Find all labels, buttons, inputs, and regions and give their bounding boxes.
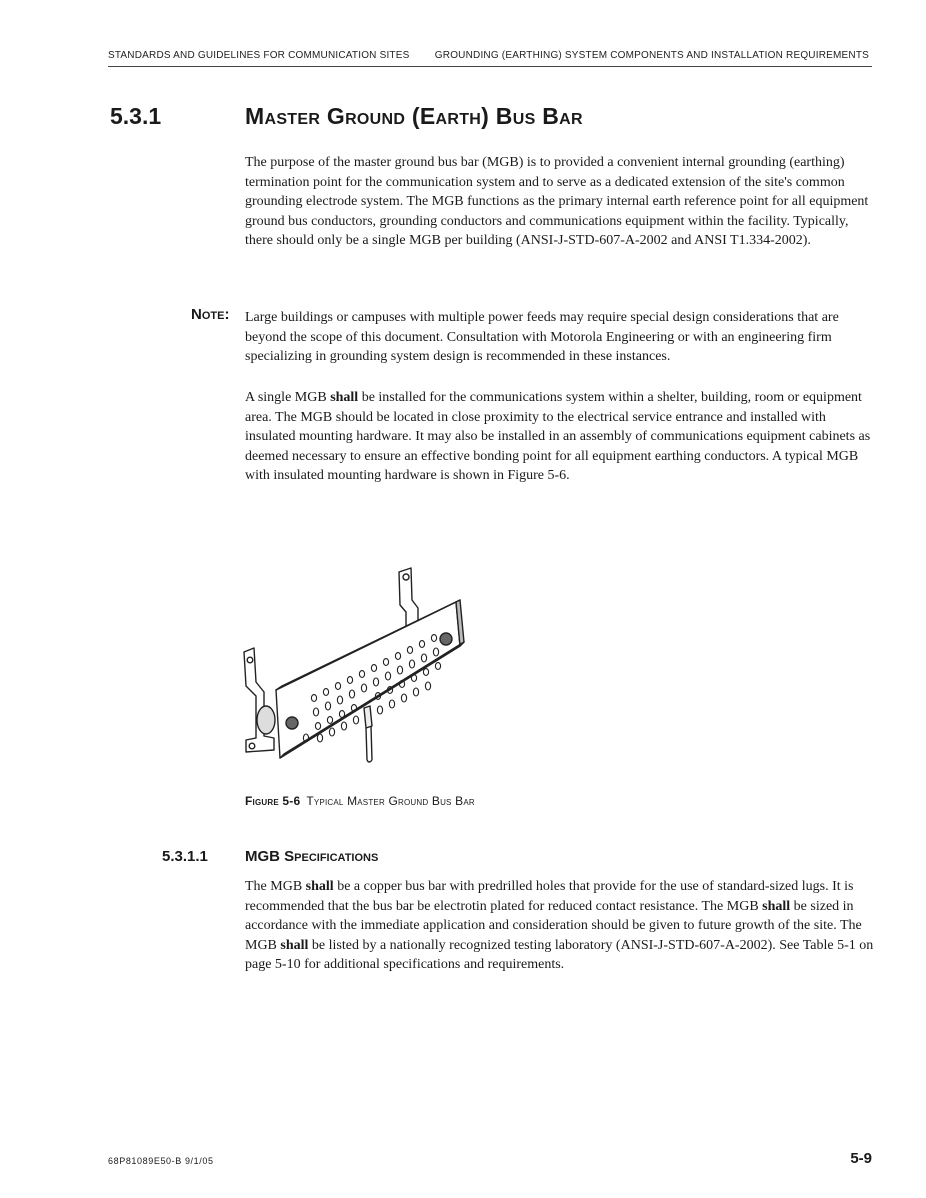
note-text: Large buildings or campuses with multiple power feeds may require special design considerations that are beyond the scope of this document. Consultation with Motorola Engineering or with an engineering firm specializing in grounding system design is recommended in these instances. xyxy=(245,310,839,364)
subsection-title: MGB Specifications xyxy=(245,848,379,865)
bracket-hole xyxy=(249,743,255,749)
figure-title: Typical Master Ground Bus Bar xyxy=(306,794,475,808)
figure-caption xyxy=(245,794,475,808)
header-rule xyxy=(108,66,872,67)
text-run: be listed by a nationally recognized testing laboratory (ANSI-J-STD-607-A-2002). See Table 5-1 on page 5-10 for additional specifications and requirements. xyxy=(245,937,874,972)
emphasis-shall: shall xyxy=(280,937,309,953)
document-id: 68P81089E50-B 9/1/05 xyxy=(108,1156,214,1166)
page-number: 5-9 xyxy=(850,1150,872,1167)
cable-end xyxy=(367,760,372,762)
section-number: 5.3.1 xyxy=(110,103,162,129)
figure-label: Figure 5-6 xyxy=(245,794,301,808)
text-run: A single MGB xyxy=(245,390,331,405)
text-run: The MGB xyxy=(245,879,306,894)
cable xyxy=(366,728,367,760)
bracket-hole xyxy=(247,657,253,663)
left-bracket xyxy=(244,648,274,752)
running-header-right: GROUNDING (EARTHING) SYSTEM COMPONENTS AND INSTALLATION REQUIREMENTS xyxy=(434,50,869,61)
mounting-bolt xyxy=(286,717,298,729)
bus-bar-illustration xyxy=(236,560,476,776)
text-run: be installed for the communications system within a shelter, building, room or equipment area. The MGB should be located in close proximity to the electrical service entrance and installed with insulated mounting hardware. It may also be installed in an assembly of communications equipment cabinets as deemed necessary to ensure an effective bonding point for all equipment earthing conductors. A typical MGB with insulated mounting hardware is shown in Figure 5-6. xyxy=(245,390,871,483)
paragraph-specifications xyxy=(245,877,875,975)
insulator xyxy=(257,706,275,734)
text-run: be a copper bus bar with predrilled holes that provide for the use of standard-sized lugs. It is recommended that the bus bar be electrotin plated for reduced contact resistance. The MGB xyxy=(245,879,854,914)
running-header-left: STANDARDS AND GUIDELINES FOR COMMUNICATION SITES xyxy=(108,50,410,61)
lug xyxy=(364,706,372,728)
mounting-bolt xyxy=(440,633,452,645)
bar-front-face xyxy=(276,602,460,758)
note-label: Note: xyxy=(191,306,230,323)
emphasis-shall: shall xyxy=(762,898,791,914)
paragraph-installation xyxy=(245,388,875,486)
text-run: be sized in accordance with the immediate application and consideration should be given to future growth of the site. The MGB xyxy=(245,898,862,953)
paragraph-purpose: The purpose of the master ground bus bar (MGB) is to provided a convenient internal grounding (earthing) termination point for the communication system and to serve as a dedicated extension of the site's common grounding electrode system. The MGB functions as the primary internal earth reference point for all equipment ground bus conductors, grounding conductors and communications equipment within the facility. Typically, there should only be a single MGB per building (ANSI-J-STD-607-A-2002 and ANSI T1.334-2002). xyxy=(245,155,869,248)
subsection-number: 5.3.1.1 xyxy=(162,848,208,865)
bracket-hole xyxy=(403,574,409,580)
emphasis-shall: shall xyxy=(305,879,334,894)
cable xyxy=(371,726,372,760)
section-title: Master Ground (Earth) Bus Bar xyxy=(245,103,583,129)
emphasis-shall: shall xyxy=(330,390,359,405)
